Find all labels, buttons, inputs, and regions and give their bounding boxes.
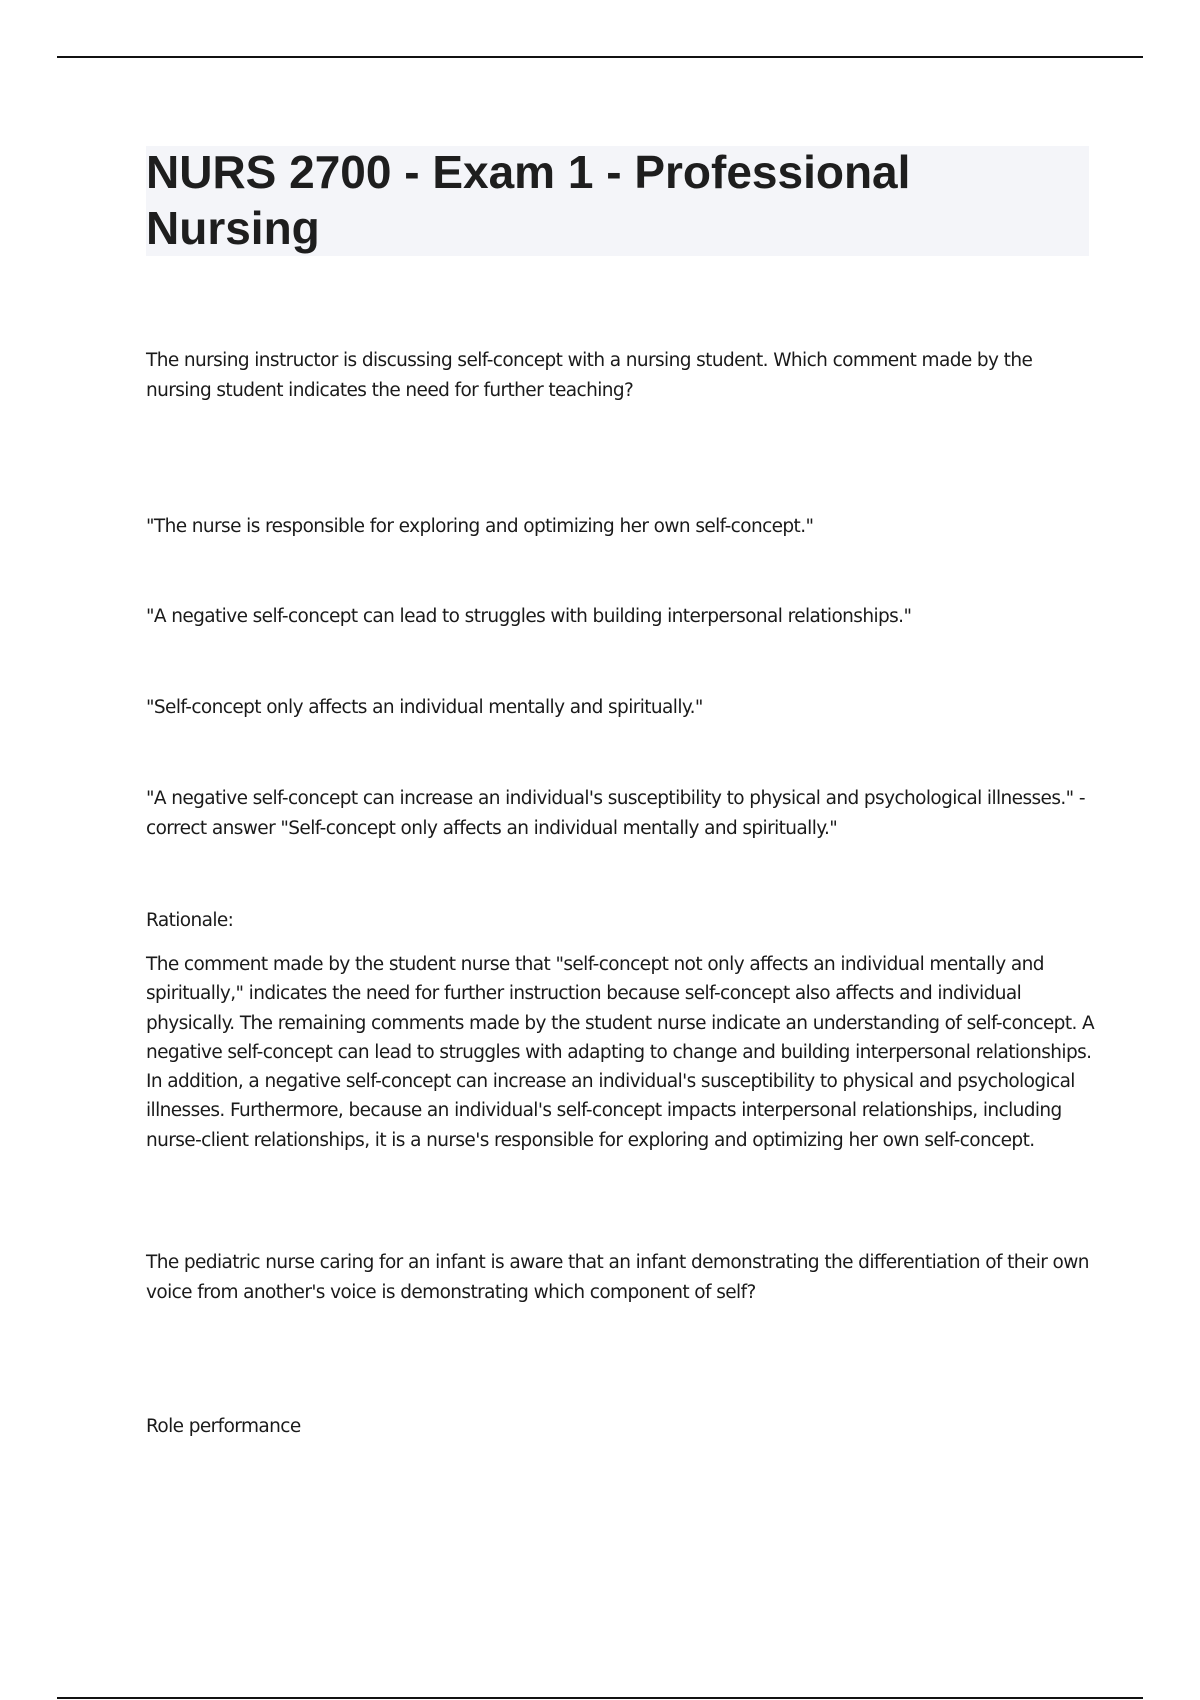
question-2-prompt: The pediatric nurse caring for an infant is aware that an infant demonstrating the differentiation of their own voice from another's voice is demonstrating which component of self?: [146, 1252, 1089, 1303]
top-rule: [57, 56, 1143, 58]
rationale-label: Rationale:: [146, 910, 234, 931]
question-1-option-2: "A negative self-concept can lead to struggles with building interpersonal relationships.": [146, 606, 912, 627]
question-1-option-1: "The nurse is responsible for exploring and optimizing her own self-concept.": [146, 516, 814, 537]
rationale-text: The comment made by the student nurse that "self-concept not only affects an individual mentally and spiritually," indicates the need for further instruction because self-concept also affects and individual physically. The remaining comments made by the student nurse indicate an understanding of self-concept. A negative self-concept can lead to struggles with adapting to change and building interpersonal relationships. In addition, a negative self-concept can increase an individual's susceptibility to physical and psychological illnesses. Furthermore, because an individual's self-concept impacts interpersonal relationships, including nurse-client relationships, it is a nurse's responsible for exploring and optimizing her own self-concept.: [146, 954, 1095, 1151]
question-2-option-1: Role performance: [146, 1416, 301, 1437]
document-title: NURS 2700 - Exam 1 - Professional Nursing: [146, 146, 911, 254]
bottom-rule: [57, 1697, 1143, 1699]
question-1-option-4: "A negative self-concept can increase an individual's susceptibility to physical and psychological illnesses." - correct answer "Self-concept only affects an individual mentally and spiritually.": [146, 788, 1085, 839]
question-1-prompt: The nursing instructor is discussing self-concept with a nursing student. Which comment made by the nursing student indicates the need for further teaching?: [146, 350, 1033, 401]
question-1-option-3: "Self-concept only affects an individual mentally and spiritually.": [146, 697, 703, 718]
